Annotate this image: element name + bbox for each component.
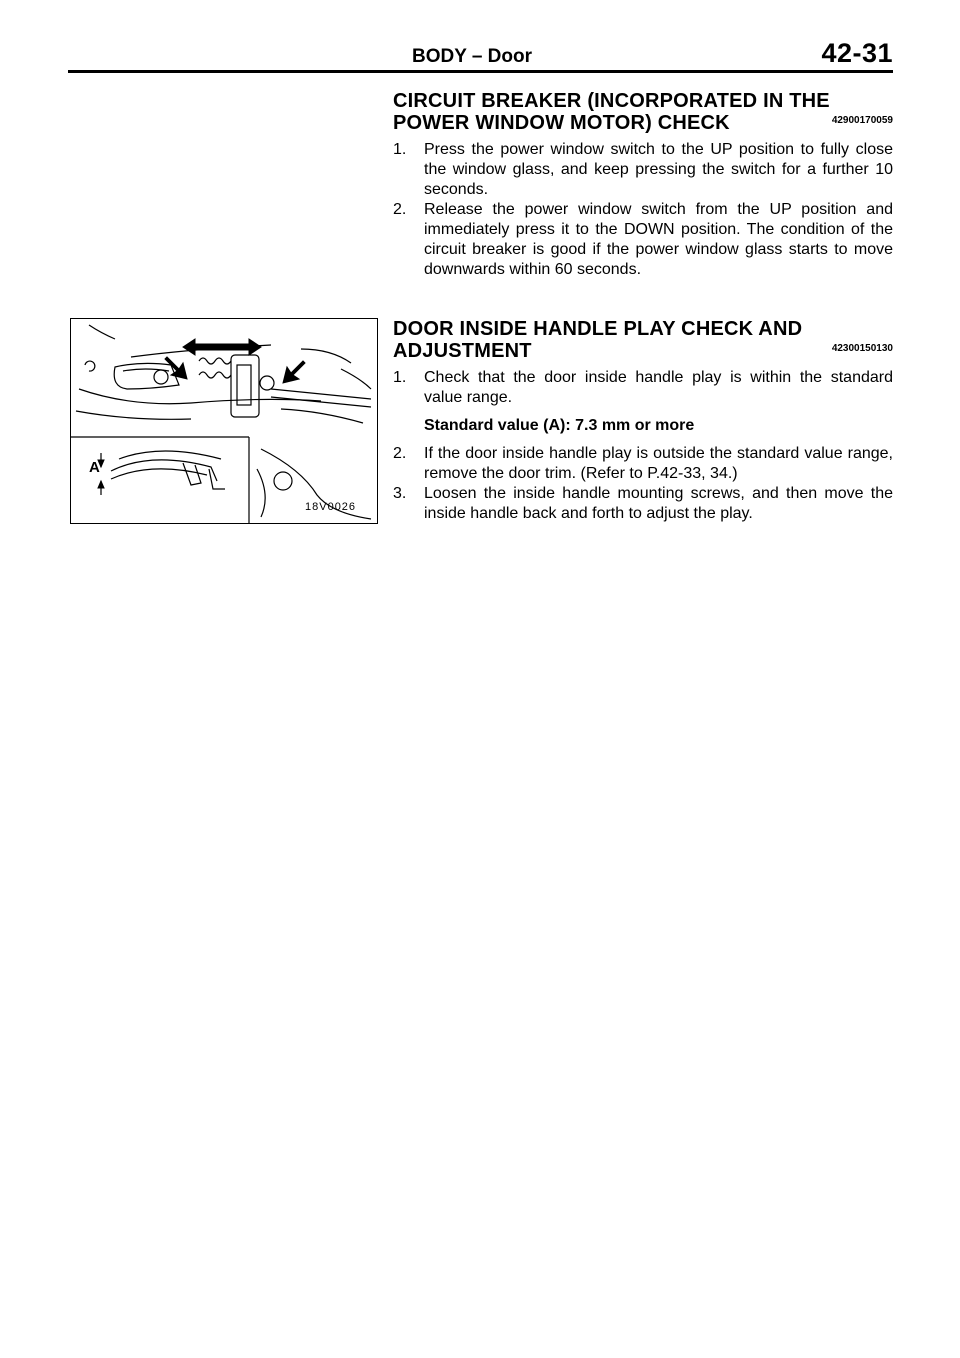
section-circuit-breaker	[393, 90, 893, 280]
section-title-line2: POWER WINDOW MOTOR) CHECK	[393, 112, 730, 134]
section-inside-handle	[393, 318, 893, 524]
step-text: Check that the door inside handle play is within the standard value range.	[424, 369, 893, 406]
section-title-line2: ADJUSTMENT	[393, 340, 532, 362]
page-header	[68, 38, 893, 74]
step-item	[393, 200, 893, 280]
step-item	[393, 140, 893, 200]
section-title-line1: CIRCUIT BREAKER (INCORPORATED IN THE	[393, 90, 830, 112]
figure-code: 18V0026	[305, 501, 357, 513]
step-item	[393, 368, 893, 408]
step-list	[393, 368, 893, 408]
step-text: Release the power window switch from the UP position and immediately press it to the DOWN position. The condition of the circuit breaker is good if the power window glass starts to move downwards within 60 seconds.	[424, 201, 893, 278]
page-number: 42-31	[821, 38, 893, 68]
step-text: If the door inside handle play is outside the standard value range, remove the door trim. (Refer to P.42-33, 34.)	[424, 445, 893, 482]
door-handle-illustration	[71, 319, 377, 523]
step-number: 2.	[393, 445, 407, 462]
section-code: 42300150130	[831, 343, 893, 354]
step-item	[393, 444, 893, 484]
header-title: BODY – Door	[412, 46, 533, 67]
section-title	[393, 90, 893, 134]
step-text: Loosen the inside handle mounting screws, and then move the inside handle back and forth to adjust the play.	[424, 485, 893, 522]
standard-value: Standard value (A): 7.3 mm or more	[424, 417, 695, 434]
step-number: 3.	[393, 485, 407, 502]
step-number: 1.	[393, 141, 407, 158]
step-item	[393, 484, 893, 524]
header-rule	[68, 70, 893, 73]
step-number: 2.	[393, 201, 407, 218]
section-title	[393, 318, 893, 362]
door-handle-figure	[70, 318, 378, 524]
dimension-label-a: A	[89, 459, 100, 476]
section-code: 42900170059	[831, 115, 893, 126]
step-list-continued	[393, 444, 893, 524]
section-title-line1: DOOR INSIDE HANDLE PLAY CHECK AND	[393, 318, 803, 340]
step-text: Press the power window switch to the UP position to fully close the window glass, and keep pressing the switch for a further 10 seconds.	[424, 141, 893, 198]
step-number: 1.	[393, 369, 407, 386]
step-list	[393, 140, 893, 280]
